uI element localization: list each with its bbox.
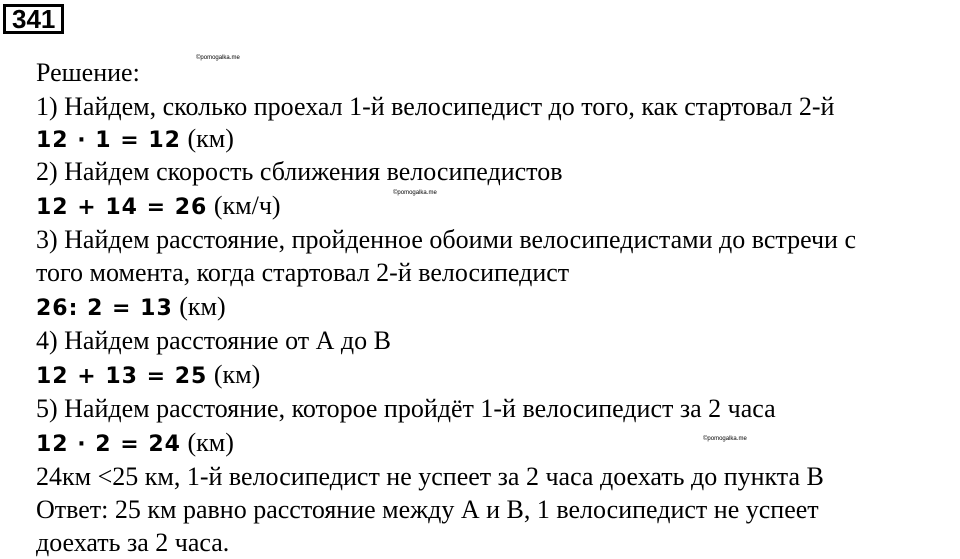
solution-heading: Решение:	[36, 58, 140, 87]
formula-unit: (км)	[187, 428, 234, 457]
answer-line-1: Ответ: 25 км равно расстояние между А и В, 1 велосипедист не успеет	[36, 495, 819, 524]
formula-expression: 12 · 1 = 12	[36, 128, 181, 153]
step-2-formula	[36, 190, 281, 224]
formula-expression: 12 + 13 = 25	[36, 364, 208, 389]
step-1-text: 1) Найдем, сколько проехал 1-й велосипедист до того, как стартовал 2-й	[36, 92, 835, 121]
formula-unit: (км/ч)	[213, 191, 281, 220]
step-3-text-line-2: того момента, когда стартовал 2-й велосипедист	[36, 258, 570, 287]
step-2-text: 2) Найдем скорость сближения велосипедистов	[36, 157, 563, 186]
answer-line-2: доехать за 2 часа.	[36, 528, 230, 557]
formula-expression: 26: 2 = 13	[36, 296, 173, 321]
step-3-text-line-1: 3) Найдем расстояние, пройденное обоими велосипедистами до встречи с	[36, 225, 856, 254]
step-5-formula	[36, 427, 234, 461]
formula-expression: 12 + 14 = 26	[36, 195, 208, 220]
watermark: ©pomogalka.me	[703, 436, 747, 442]
step-1-formula	[36, 123, 234, 157]
formula-expression: 12 · 2 = 24	[36, 432, 181, 457]
watermark: ©pomogalka.me	[196, 55, 240, 61]
formula-unit: (км)	[213, 360, 261, 389]
step-4-formula	[36, 359, 260, 393]
step-4-text: 4) Найдем расстояние от А до В	[36, 326, 391, 355]
step-5-text: 5) Найдем расстояние, которое пройдёт 1-й велосипедист за 2 часа	[36, 394, 776, 423]
step-3-formula	[36, 291, 226, 325]
task-number-box: 341	[3, 4, 64, 34]
formula-unit: (км)	[187, 124, 234, 153]
comparison-text: 24км <25 км, 1-й велосипедист не успеет за 2 часа доехать до пункта В	[36, 462, 824, 491]
watermark: ©pomogalka.me	[393, 190, 437, 196]
formula-unit: (км)	[179, 292, 226, 321]
